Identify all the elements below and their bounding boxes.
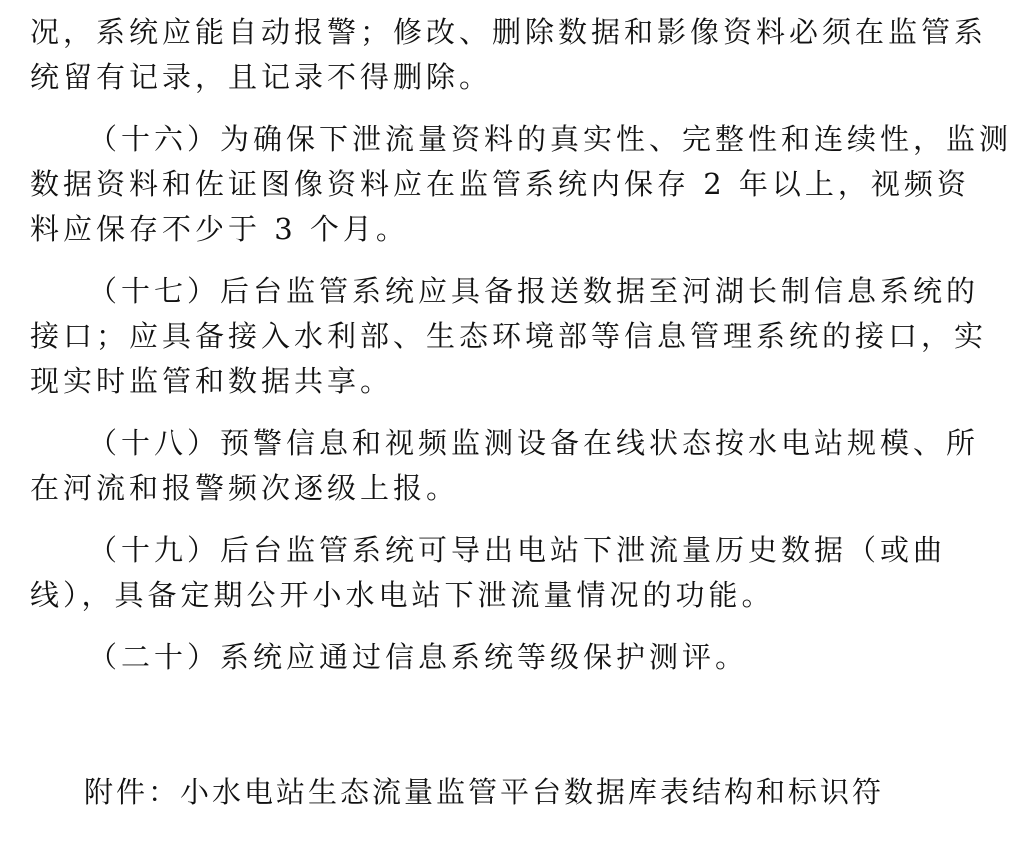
text-line: 在河流和报警频次逐级上报。 — [30, 471, 460, 505]
text-line: （十八）预警信息和视频监测设备在线状态按水电站规模、所 — [88, 426, 980, 460]
text-line: （二十）系统应通过信息系统等级保护测评。 — [88, 640, 749, 674]
text-line: 数据资料和佐证图像资料应在监管系统内保存 2 年以上，视频资 — [30, 167, 970, 201]
text-line: 统留有记录，且记录不得删除。 — [30, 60, 493, 94]
paragraph-item-17 — [30, 269, 988, 404]
text-line: （十九）后台监管系统可导出电站下泄流量历史数据（或曲 — [88, 533, 947, 567]
attachment-note: 附件：小水电站生态流量监管平台数据库表结构和标识符 — [84, 775, 885, 809]
paragraph-item-16 — [30, 117, 1012, 252]
text-line: 况，系统应能自动报警；修改、删除数据和影像资料必须在监管系 — [30, 15, 988, 49]
text-line: （十六）为确保下泄流量资料的真实性、完整性和连续性，监测 — [88, 122, 1012, 156]
paragraph-item-20 — [30, 635, 824, 680]
text-line: 接口；应具备接入水利部、生态环境部等信息管理系统的接口，实 — [30, 319, 988, 353]
text-line: （十七）后台监管系统应具备报送数据至河湖长制信息系统的 — [88, 274, 980, 308]
paragraph-continuation — [30, 10, 988, 100]
text-line: 线），具备定期公开小水电站下泄流量情况的功能。 — [30, 578, 775, 612]
text-line: 现实时监管和数据共享。 — [30, 364, 394, 398]
paragraph-item-19 — [30, 528, 947, 618]
paragraph-item-18 — [30, 421, 980, 511]
text-line: 料应保存不少于 3 个月。 — [30, 212, 409, 246]
